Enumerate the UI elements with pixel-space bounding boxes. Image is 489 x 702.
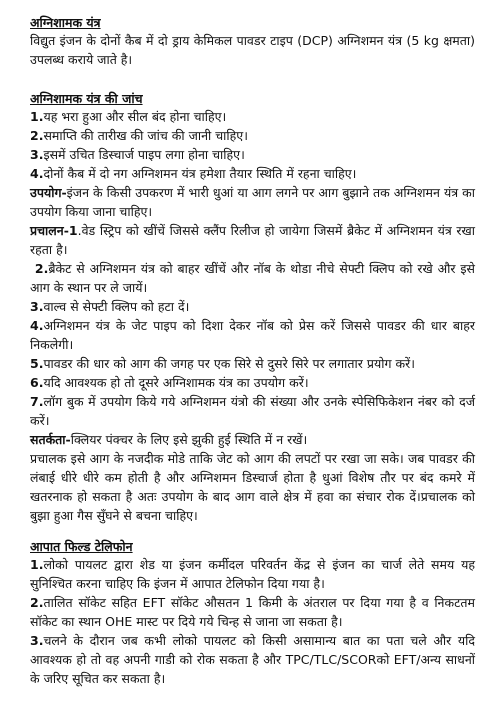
paragraph: विद्युत इंजन के दोनों कैब में दो ड्राय केमिकल पावडर टाइप (DCP) अग्निशमन यंत्र (5 kg क्षमता) उपलब्ध कराये जाते है। xyxy=(30,33,475,67)
check-item xyxy=(30,145,475,164)
check-item xyxy=(30,126,475,145)
caution-label: सतर्कता- xyxy=(30,432,71,447)
item-number: 7. xyxy=(30,394,44,409)
item-number: 1. xyxy=(30,109,44,124)
section-emergency-telephone xyxy=(30,538,475,688)
check-item xyxy=(30,164,475,183)
operation-step xyxy=(30,373,475,392)
item-number: 5. xyxy=(30,356,44,371)
item-text: इसमें उचित डिस्चार्ज पाइप लगा होना चाहिए। xyxy=(43,147,245,162)
operation-label: प्रचालन- xyxy=(30,223,69,238)
item-number: 4. xyxy=(30,166,44,181)
closing-paragraph: प्रचालक इसे आग के नजदीक मोडे ताकि जेट को आग की लपटों पर रखा जा सके। जब पावडर की लंबाई धीरे धीरे कम होती है और अग्निशमन डिस्चार्ज होता है धुआं विशेष तौर पर बंद कमरे में खतरनाक हो सकता है अतः उपयोग के बाद आग वाले क्षेत्र में हवा का संचार रोक दें।प्रचालक को बुझा हुआ गैस सुँघने से बचना चाहिए। xyxy=(30,451,475,523)
operation-step xyxy=(30,221,475,259)
item-text: लोको पायलट द्वारा शेड या इंजन कर्मीदल परिवर्तन केंद्र से इंजन का चार्ज लेते समय यह सुनिश्चित करना चाहिए कि इंजन में आपात टेलिफोन दिया गया है। xyxy=(30,557,475,591)
item-number: 6. xyxy=(30,375,44,390)
item-number: 1 xyxy=(68,223,78,238)
section-heading: अग्निशामक यंत्र की जांच xyxy=(30,91,143,106)
section-heading: अग्निशामक यंत्र xyxy=(30,15,101,30)
item-number: 2. xyxy=(30,128,44,143)
operation-step xyxy=(30,392,475,430)
item-number: 3. xyxy=(30,299,44,314)
caution-paragraph xyxy=(30,430,475,449)
item-text: पावडर की धार को आग की जगह पर एक सिरे से दुसरे सिरे पर लगातार प्रयोग करें। xyxy=(43,356,415,371)
item-text: लॉग बुक में उपयोग किये गये अग्निशमन यंत्रो की संख्या और उनके स्पेसिफिकेशन नंबर को दर्ज करें। xyxy=(30,394,475,428)
item-number: 2. xyxy=(30,595,44,610)
item-text: ब्रैकेट से अग्निशमन यंत्र को बाहर खींचें और नॉब के थोडा नीचे सेफ्टी क्लिप को रखे और इसे आग के स्थान पर ले जायें। xyxy=(30,261,475,295)
check-item xyxy=(30,107,475,126)
item-text: यदि आवश्यक हो तो दूसरे अग्निशामक यंत्र का उपयोग करें। xyxy=(43,375,309,390)
item-text: अग्निशमन यंत्र के जेट पाइप को दिशा देकर नॉब को प्रेस करें जिससे पावडर की धार बाहर निकलेगी। xyxy=(30,318,475,352)
usage-text: इंजन के किसी उपकरण में भारी धुआं या आग लगने पर आग बुझाने तक अग्निशमन यंत्र का उपयोग किया जाना चाहिए। xyxy=(30,185,475,219)
item-number: 1. xyxy=(30,557,44,572)
item-text: चलने के दौरान जब कभी लोको पायलट को किसी असामान्य बात का पता चले और यदि आवश्यक हो तो वह अपनी गाडी को रोक सकता है और TPC/TLC/SCORको EFT/अन्य साधनों के जरिए सूचित कर सकता है। xyxy=(30,633,475,686)
item-text: .वेड स्ट्रिप को खींचें जिससे क्लैंप रिलीज हो जायेगा जिसमें ब्रैकेट में अग्निशमन यंत्र रखा रहता है। xyxy=(30,223,475,257)
usage-label: उपयोग- xyxy=(30,185,67,200)
item-number: 3. xyxy=(30,147,44,162)
usage-paragraph xyxy=(30,183,475,221)
item-text: समाप्ति की तारीख की जांच की जानी चाहिए। xyxy=(43,128,248,143)
item-text: तालित सॉकेट सहित EFT सॉकेट औसतन 1 किमी के अंतराल पर दिया गया है व निकटतम सॉकेट का स्थान OHE मास्ट पर दिये गये चिन्ह से जाना जा सकता है। xyxy=(30,595,475,629)
phone-item xyxy=(30,593,475,631)
caution-text: क्लियर पंक्चर के लिए इसे झुकी हुई स्थिति में न रखें। xyxy=(70,432,308,447)
item-number: 3. xyxy=(30,633,44,648)
operation-step xyxy=(30,354,475,373)
section-extinguisher-check xyxy=(30,90,475,525)
phone-item xyxy=(30,631,475,688)
section-heading: आपात फिल्ड टेलिफोन xyxy=(30,539,133,554)
item-text: यह भरा हुआ और सील बंद होना चाहिए। xyxy=(43,109,227,124)
item-number: 4. xyxy=(30,318,44,333)
phone-item xyxy=(30,555,475,593)
operation-step xyxy=(30,297,475,316)
operation-step xyxy=(30,316,475,354)
section-fire-extinguisher xyxy=(30,14,475,69)
item-number: 2. xyxy=(34,261,49,276)
item-text: वाल्व से सेफ्टी क्लिप को हटा दें। xyxy=(43,299,190,314)
operation-step xyxy=(30,259,475,297)
item-text: दोनों कैब में दो नग अग्निशमन यंत्र हमेशा तैयार स्थिति में रहना चाहिए। xyxy=(43,166,357,181)
